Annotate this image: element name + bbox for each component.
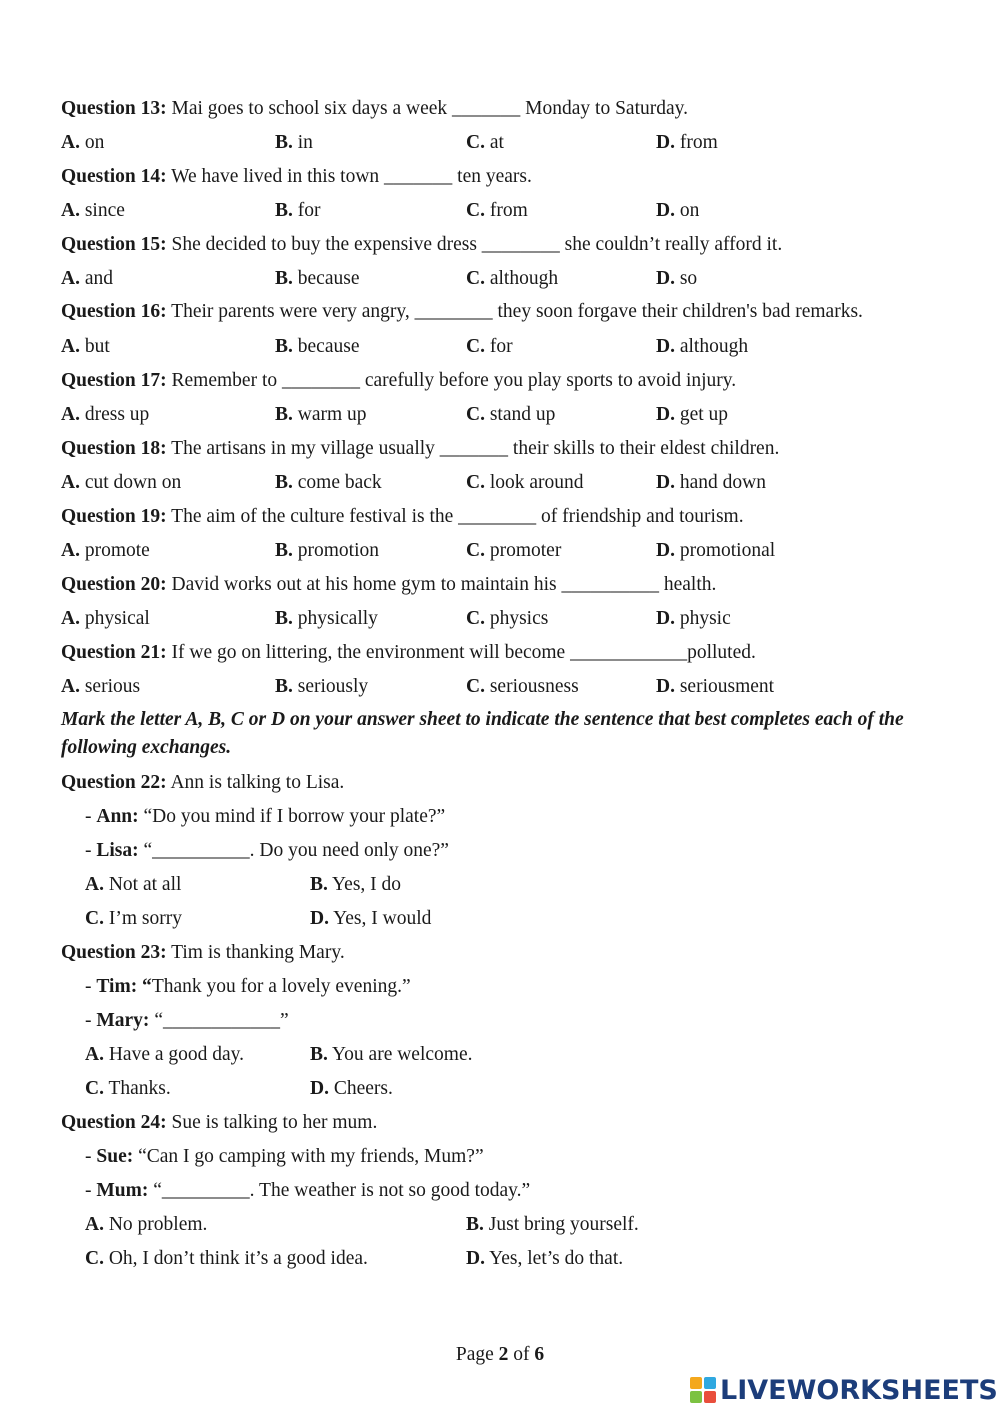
option-d[interactable]: D. promotional: [656, 540, 776, 561]
question-label: Question 21:: [61, 642, 167, 663]
option-b[interactable]: B. You are welcome.: [310, 1044, 473, 1065]
question-text: If we go on littering, the environment will become ____________polluted.: [166, 642, 756, 663]
question-text: Sue is talking to her mum.: [166, 1112, 378, 1133]
options-row: [61, 1040, 939, 1074]
option-a[interactable]: A. but: [61, 336, 110, 357]
speaker: Sue:: [96, 1146, 134, 1167]
logo-square: [704, 1391, 716, 1403]
option-b[interactable]: B. in: [275, 132, 313, 153]
option-c[interactable]: C. Oh, I don’t think it’s a good idea.: [85, 1248, 368, 1269]
options-row: [61, 1074, 939, 1108]
options-row: [61, 196, 939, 230]
question-label: Question 20:: [61, 574, 167, 595]
option-c[interactable]: C. at: [466, 132, 504, 153]
utterance: Thank you for a lovely evening.”: [151, 976, 411, 997]
page-number: 2: [498, 1344, 509, 1365]
question-text: We have lived in this town _______ ten years.: [166, 166, 532, 187]
question-22: [61, 768, 939, 938]
option-c[interactable]: C. Thanks.: [85, 1078, 171, 1099]
option-d[interactable]: D. seriousment: [656, 676, 775, 697]
dialogue-line: [61, 972, 939, 1006]
options-row: [61, 672, 939, 706]
option-b[interactable]: B. seriously: [275, 676, 369, 697]
option-d[interactable]: D. on: [656, 200, 700, 221]
utterance: “Do you mind if I borrow your plate?”: [138, 806, 446, 827]
brand-name: LIVEWORKSHEETS: [720, 1374, 998, 1406]
option-b[interactable]: B. Just bring yourself.: [466, 1214, 639, 1235]
utterance: “_________. The weather is not so good today.”: [148, 1180, 531, 1201]
dash: -: [85, 1010, 97, 1031]
option-b[interactable]: B. warm up: [275, 404, 367, 425]
question-label: Question 16:: [61, 301, 167, 322]
question-label: Question 17:: [61, 370, 167, 391]
option-b[interactable]: B. come back: [275, 472, 382, 493]
question-text: Mai goes to school six days a week _______ Monday to Saturday.: [166, 98, 689, 119]
question-item: [61, 570, 939, 638]
option-c[interactable]: C. physics: [466, 608, 549, 629]
option-a[interactable]: A. Not at all: [85, 874, 182, 895]
dash: -: [85, 976, 97, 997]
question-label: Question 18:: [61, 438, 167, 459]
option-d[interactable]: D. so: [656, 268, 698, 289]
question-text: Ann is talking to Lisa.: [166, 772, 345, 793]
question-item: [61, 162, 939, 230]
option-d[interactable]: D. from: [656, 132, 718, 153]
options-row: [61, 1210, 939, 1244]
option-b[interactable]: B. for: [275, 200, 321, 221]
option-d[interactable]: D. Yes, I would: [310, 908, 432, 929]
option-d[interactable]: D. physic: [656, 608, 731, 629]
option-a[interactable]: A. serious: [61, 676, 141, 697]
option-b[interactable]: B. promotion: [275, 540, 380, 561]
question-list: [61, 94, 939, 706]
question-label: Question 19:: [61, 506, 167, 527]
dialogue-line: [61, 802, 939, 836]
logo-square: [704, 1377, 716, 1389]
utterance: “____________”: [149, 1010, 289, 1031]
question-label: Question 22:: [61, 772, 167, 793]
option-c[interactable]: C. look around: [466, 472, 584, 493]
dash: -: [85, 1146, 97, 1167]
option-c[interactable]: C. promoter: [466, 540, 562, 561]
dash: -: [85, 806, 97, 827]
speaker: Ann:: [96, 806, 139, 827]
question-label: Question 15:: [61, 234, 167, 255]
liveworksheets-icon: [690, 1377, 716, 1403]
logo-square: [690, 1391, 702, 1403]
question-label: Question 24:: [61, 1112, 167, 1133]
option-c[interactable]: C. stand up: [466, 404, 556, 425]
option-a[interactable]: A. since: [61, 200, 125, 221]
option-a[interactable]: A. cut down on: [61, 472, 182, 493]
options-row: [61, 400, 939, 434]
option-d[interactable]: D. hand down: [656, 472, 766, 493]
speaker: Mum:: [96, 1180, 149, 1201]
question-text: Remember to ________ carefully before you play sports to avoid injury.: [166, 370, 737, 391]
option-a[interactable]: A. physical: [61, 608, 150, 629]
options-row: [61, 604, 939, 638]
options-row: [61, 536, 939, 570]
question-text: The artisans in my village usually _______ their skills to their eldest children.: [166, 438, 780, 459]
option-a[interactable]: A. and: [61, 268, 113, 289]
option-c[interactable]: C. although: [466, 268, 559, 289]
question-23: [61, 938, 939, 1108]
option-c[interactable]: C. I’m sorry: [85, 908, 182, 929]
question-text: She decided to buy the expensive dress ________ she couldn’t really afford it.: [166, 234, 783, 255]
dialogue-line: [61, 836, 939, 870]
dash: -: [85, 840, 97, 861]
utterance: “__________. Do you need only one?”: [138, 840, 449, 861]
utterance: “Can I go camping with my friends, Mum?”: [133, 1146, 484, 1167]
question-item: [61, 638, 939, 706]
page-footer: Page 2 of 6: [455, 1344, 545, 1365]
option-d[interactable]: D. although: [656, 336, 749, 357]
speaker: Mary:: [96, 1010, 150, 1031]
dialogue-line: [61, 1006, 939, 1040]
question-item: [61, 502, 939, 570]
option-c[interactable]: C. from: [466, 200, 528, 221]
options-row: [61, 870, 939, 904]
option-b[interactable]: B. physically: [275, 608, 378, 629]
options-row: [61, 128, 939, 162]
page-total: 6: [534, 1344, 545, 1365]
question-label: Question 13:: [61, 98, 167, 119]
liveworksheets-logo[interactable]: [690, 1374, 998, 1406]
question-24: [61, 1108, 939, 1278]
option-c[interactable]: C. for: [466, 336, 513, 357]
option-d[interactable]: D. get up: [656, 404, 729, 425]
question-label: Question 14:: [61, 166, 167, 187]
option-c[interactable]: C. seriousness: [466, 676, 579, 697]
options-row: [61, 332, 939, 366]
question-text: The aim of the culture festival is the ________ of friendship and tourism.: [166, 506, 744, 527]
worksheet-page: [61, 94, 939, 1278]
dialogue-line: [61, 1176, 939, 1210]
option-a[interactable]: A. Have a good day.: [85, 1044, 245, 1065]
options-row: [61, 468, 939, 502]
option-b[interactable]: B. Yes, I do: [310, 874, 402, 895]
question-label: Question 23:: [61, 942, 167, 963]
options-row: [61, 1244, 939, 1278]
dash: -: [85, 1180, 97, 1201]
speaker: Lisa:: [96, 840, 139, 861]
section-instruction: Mark the letter A, B, C or D on your answer sheet to indicate the sentence that best completes each of the following exchanges.: [61, 709, 904, 758]
question-text: David works out at his home gym to maintain his __________ health.: [166, 574, 717, 595]
logo-square: [690, 1377, 702, 1389]
option-d[interactable]: D. Cheers.: [310, 1078, 393, 1099]
option-b[interactable]: B. because: [275, 336, 360, 357]
question-item: [61, 434, 939, 502]
question-text: Their parents were very angry, ________ they soon forgave their children's bad remarks.: [166, 301, 863, 322]
options-row: [61, 904, 939, 938]
dialogue-line: [61, 1142, 939, 1176]
question-item: [61, 230, 939, 298]
speaker: Tim: “: [96, 976, 152, 997]
option-a[interactable]: A. on: [61, 132, 105, 153]
question-item: [61, 366, 939, 434]
option-d[interactable]: D. Yes, let’s do that.: [466, 1248, 624, 1269]
option-a[interactable]: A. No problem.: [85, 1214, 208, 1235]
question-item: [61, 94, 939, 162]
option-b[interactable]: B. because: [275, 268, 360, 289]
options-row: [61, 264, 939, 298]
option-a[interactable]: A. promote: [61, 540, 150, 561]
question-item: [61, 298, 939, 366]
option-a[interactable]: A. dress up: [61, 404, 150, 425]
question-text: Tim is thanking Mary.: [166, 942, 345, 963]
